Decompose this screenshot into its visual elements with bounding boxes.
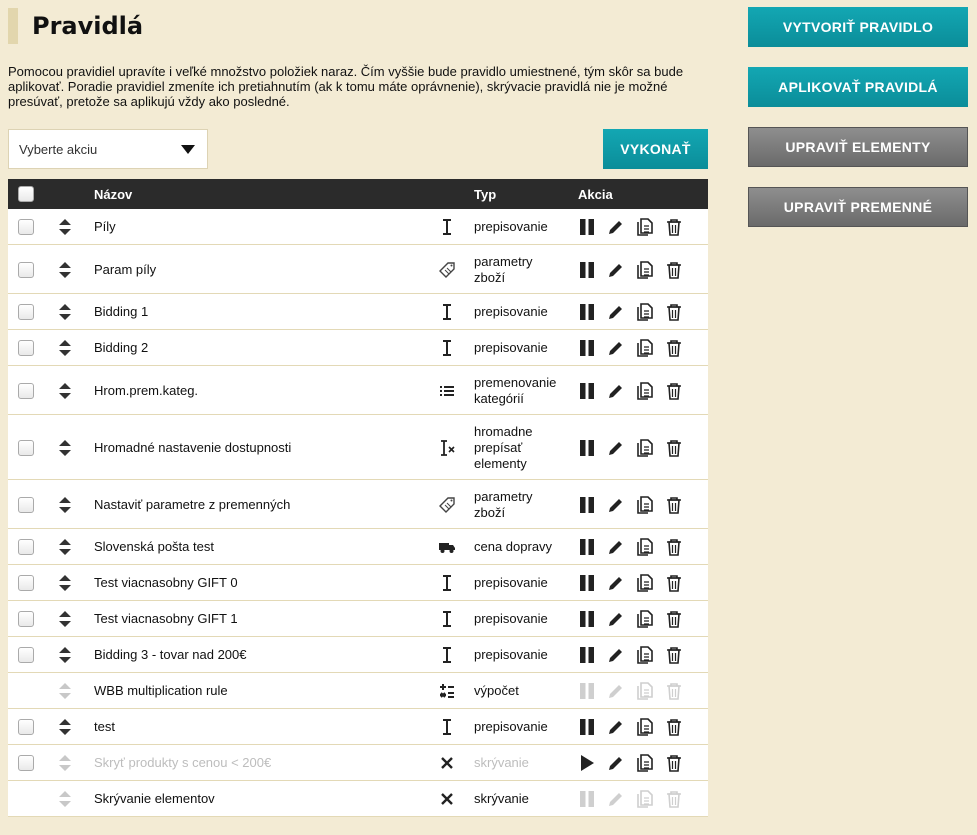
- rule-name[interactable]: Skrývanie elementov: [94, 791, 215, 806]
- edit-elements-button[interactable]: UPRAVIŤ ELEMENTY: [748, 127, 968, 167]
- toggle: [578, 537, 596, 557]
- table-row[interactable]: [8, 745, 708, 781]
- copy: [636, 573, 654, 593]
- drag-sort-icon: [58, 791, 72, 807]
- duplicate-icon[interactable]: [636, 338, 654, 358]
- row-checkbox[interactable]: [18, 575, 34, 591]
- text-cursor-icon: [438, 718, 456, 736]
- rule-type: [474, 575, 574, 591]
- edit: [607, 537, 625, 557]
- table-row[interactable]: [8, 673, 708, 709]
- toggle: [578, 260, 596, 280]
- rule-type: [474, 424, 574, 472]
- toggle: [578, 645, 596, 665]
- rule-name[interactable]: Param píly: [94, 261, 157, 277]
- text-cursor-icon: [438, 303, 456, 321]
- edit-pencil-icon[interactable]: [607, 573, 625, 593]
- row-checkbox[interactable]: [18, 340, 34, 356]
- drag-sort-icon[interactable]: [58, 539, 72, 555]
- duplicate-icon[interactable]: [636, 573, 654, 593]
- delete: [665, 609, 683, 629]
- copy: [636, 609, 654, 629]
- rule-type-line: parametry: [474, 488, 533, 504]
- toggle: [578, 217, 596, 237]
- rule-name[interactable]: Test viacnasobny GIFT 1: [94, 611, 238, 626]
- toggle: [578, 573, 596, 593]
- toggle: [578, 753, 596, 773]
- row-checkbox[interactable]: [18, 304, 34, 320]
- rule-type: [474, 683, 574, 699]
- rule-type: [474, 489, 574, 521]
- delete: [665, 645, 683, 665]
- row-actions: [578, 495, 683, 515]
- text-cursor-icon: [438, 610, 456, 628]
- rule-name[interactable]: Slovenská pošta test: [94, 539, 214, 554]
- drag-sort-icon[interactable]: [58, 497, 72, 513]
- text-cursor-icon: [438, 303, 456, 321]
- trash-icon[interactable]: [665, 381, 683, 401]
- row-actions: [578, 381, 683, 401]
- trash-icon: [665, 789, 683, 809]
- dropdown-arrow-icon: [181, 145, 195, 154]
- table-row[interactable]: [8, 565, 708, 601]
- drag-sort-icon[interactable]: [58, 383, 72, 399]
- text-cursor-icon: [438, 610, 456, 628]
- edit: [607, 573, 625, 593]
- duplicate-icon[interactable]: [636, 302, 654, 322]
- delete: [665, 302, 683, 322]
- tag-icon: [438, 261, 456, 279]
- table-row[interactable]: [8, 709, 708, 745]
- row-checkbox[interactable]: [18, 539, 34, 555]
- pause-icon[interactable]: [578, 438, 596, 458]
- rule-type: [474, 304, 574, 320]
- rule-type-line: cena dopravy: [474, 539, 553, 554]
- rule-type-line: prepisovanie: [474, 719, 548, 734]
- table-row[interactable]: [8, 245, 708, 294]
- row-actions: [578, 217, 683, 237]
- row-actions: [578, 753, 683, 773]
- toggle: [578, 681, 596, 701]
- tag-icon: [438, 261, 456, 279]
- copy: [636, 438, 654, 458]
- duplicate-icon: [636, 681, 654, 701]
- row-checkbox[interactable]: [18, 262, 34, 278]
- table-row[interactable]: [8, 601, 708, 637]
- rule-type: [474, 755, 574, 771]
- rule-type: [474, 254, 574, 286]
- table-row[interactable]: [8, 330, 708, 366]
- text-cursor-icon: [438, 218, 456, 236]
- edit: [607, 495, 625, 515]
- pause-icon[interactable]: [578, 217, 596, 237]
- duplicate-icon[interactable]: [636, 381, 654, 401]
- trash-icon[interactable]: [665, 537, 683, 557]
- close-x-icon: [438, 754, 456, 772]
- text-cursor-icon: [438, 339, 456, 357]
- trash-icon[interactable]: [665, 217, 683, 237]
- edit: [607, 338, 625, 358]
- row-checkbox[interactable]: [18, 440, 34, 456]
- rule-type-line: parametry: [474, 253, 533, 269]
- text-cursor-x-icon: [438, 439, 456, 457]
- edit-pencil-icon: [607, 681, 625, 701]
- edit-pencil-icon: [607, 789, 625, 809]
- list-icon: [438, 382, 456, 400]
- pause-icon[interactable]: [578, 537, 596, 557]
- rule-type-line: prepisovanie: [474, 340, 548, 355]
- rule-name[interactable]: Skryť produkty s cenou < 200€: [94, 755, 272, 770]
- row-checkbox[interactable]: [18, 647, 34, 663]
- edit-pencil-icon[interactable]: [607, 302, 625, 322]
- row-actions: [578, 645, 683, 665]
- edit: [607, 381, 625, 401]
- rule-name[interactable]: Test viacnasobny GIFT 0: [94, 575, 238, 590]
- list-icon: [438, 382, 456, 400]
- drag-sort-icon[interactable]: [58, 304, 72, 320]
- rule-name[interactable]: WBB multiplication rule: [94, 683, 228, 698]
- duplicate-icon[interactable]: [636, 717, 654, 737]
- copy: [636, 681, 654, 701]
- trash-icon[interactable]: [665, 260, 683, 280]
- copy: [636, 789, 654, 809]
- edit: [607, 217, 625, 237]
- title-accent-bar: [8, 8, 18, 44]
- apply-rules-button[interactable]: APLIKOVAŤ PRAVIDLÁ: [748, 67, 968, 107]
- delete: [665, 217, 683, 237]
- pause-icon[interactable]: [578, 645, 596, 665]
- rule-name[interactable]: Bidding 1: [94, 304, 149, 319]
- row-actions: [578, 573, 683, 593]
- toggle: [578, 381, 596, 401]
- delete: [665, 753, 683, 773]
- delete: [665, 495, 683, 515]
- rule-name[interactable]: Nastaviť parametre z premenných: [94, 496, 291, 512]
- table-row[interactable]: [8, 637, 708, 673]
- edit-pencil-icon[interactable]: [607, 260, 625, 280]
- duplicate-icon[interactable]: [636, 537, 654, 557]
- row-checkbox[interactable]: [18, 755, 34, 771]
- table-row[interactable]: [8, 480, 708, 529]
- pause-icon[interactable]: [578, 338, 596, 358]
- text-cursor-icon: [438, 574, 456, 592]
- toggle: [578, 495, 596, 515]
- pause-icon[interactable]: [578, 495, 596, 515]
- create-rule-button[interactable]: VYTVORIŤ PRAVIDLO: [748, 7, 968, 47]
- rule-type-line: premenovanie: [474, 374, 557, 390]
- text-cursor-icon: [438, 218, 456, 236]
- rule-type-line: skrývanie: [474, 791, 529, 806]
- rule-type-line: zboží: [474, 269, 506, 285]
- edit-pencil-icon[interactable]: [607, 645, 625, 665]
- pause-icon: [578, 681, 596, 701]
- text-cursor-x-icon: [438, 439, 456, 457]
- edit: [607, 645, 625, 665]
- edit-pencil-icon[interactable]: [607, 438, 625, 458]
- play-icon[interactable]: [578, 753, 596, 773]
- copy: [636, 302, 654, 322]
- rule-type: [474, 791, 574, 807]
- rule-type: [474, 611, 574, 627]
- drag-sort-icon[interactable]: [58, 647, 72, 663]
- toggle: [578, 717, 596, 737]
- edit: [607, 260, 625, 280]
- edit: [607, 438, 625, 458]
- close-x-icon: [438, 790, 456, 808]
- duplicate-icon: [636, 789, 654, 809]
- delete: [665, 573, 683, 593]
- bulk-action-placeholder: Vyberte akciu: [19, 141, 98, 157]
- edit-pencil-icon[interactable]: [607, 495, 625, 515]
- pause-icon[interactable]: [578, 302, 596, 322]
- delete: [665, 381, 683, 401]
- row-checkbox[interactable]: [18, 383, 34, 399]
- copy: [636, 753, 654, 773]
- drag-sort-icon: [58, 683, 72, 699]
- trash-icon[interactable]: [665, 609, 683, 629]
- rule-type-line: prepísať: [474, 439, 523, 455]
- edit-pencil-icon[interactable]: [607, 537, 625, 557]
- pause-icon[interactable]: [578, 381, 596, 401]
- edit: [607, 789, 625, 809]
- copy: [636, 645, 654, 665]
- edit: [607, 717, 625, 737]
- copy: [636, 381, 654, 401]
- delete: [665, 681, 683, 701]
- drag-sort-icon[interactable]: [58, 340, 72, 356]
- edit-pencil-icon[interactable]: [607, 753, 625, 773]
- table-header: [8, 179, 708, 209]
- copy: [636, 495, 654, 515]
- rule-type-line: prepisovanie: [474, 611, 548, 626]
- edit: [607, 681, 625, 701]
- row-checkbox[interactable]: [18, 219, 34, 235]
- row-actions: [578, 438, 683, 458]
- edit-variables-button[interactable]: UPRAVIŤ PREMENNÉ: [748, 187, 968, 227]
- edit: [607, 753, 625, 773]
- toggle: [578, 338, 596, 358]
- copy: [636, 338, 654, 358]
- toggle: [578, 789, 596, 809]
- rule-type-line: prepisovanie: [474, 647, 548, 662]
- calculator-icon: [438, 682, 456, 700]
- table-body: [8, 209, 708, 817]
- trash-icon[interactable]: [665, 573, 683, 593]
- edit-pencil-icon[interactable]: [607, 381, 625, 401]
- header-name: Názov: [94, 187, 133, 202]
- header-type: Typ: [474, 187, 497, 202]
- table-row[interactable]: [8, 294, 708, 330]
- drag-sort-icon[interactable]: [58, 611, 72, 627]
- duplicate-icon[interactable]: [636, 260, 654, 280]
- trash-icon[interactable]: [665, 338, 683, 358]
- row-actions: [578, 338, 683, 358]
- drag-sort-icon[interactable]: [58, 575, 72, 591]
- rule-type-line: elementy: [474, 455, 527, 471]
- rule-type: [474, 219, 574, 235]
- rule-name[interactable]: test: [94, 719, 115, 734]
- rule-type-line: prepisovanie: [474, 219, 548, 234]
- header-action: Akcia: [578, 187, 613, 202]
- table-row[interactable]: [8, 209, 708, 245]
- execute-button[interactable]: VYKONAŤ: [603, 129, 708, 169]
- truck-icon: [438, 538, 456, 556]
- table-row[interactable]: [8, 366, 708, 415]
- rule-type-line: prepisovanie: [474, 575, 548, 590]
- rule-name[interactable]: Hrom.prem.kateg.: [94, 382, 199, 398]
- page-title: Pravidlá: [32, 12, 144, 40]
- trash-icon[interactable]: [665, 302, 683, 322]
- table-row[interactable]: [8, 529, 708, 565]
- copy: [636, 537, 654, 557]
- text-cursor-icon: [438, 574, 456, 592]
- truck-icon: [438, 538, 456, 556]
- row-actions: [578, 537, 683, 557]
- delete: [665, 260, 683, 280]
- tag-icon: [438, 496, 456, 514]
- trash-icon: [665, 681, 683, 701]
- row-actions: [578, 609, 683, 629]
- drag-sort-icon[interactable]: [58, 219, 72, 235]
- text-cursor-icon: [438, 339, 456, 357]
- row-actions: [578, 717, 683, 737]
- edit-pencil-icon[interactable]: [607, 609, 625, 629]
- row-checkbox[interactable]: [18, 719, 34, 735]
- rule-name[interactable]: Píly: [94, 219, 116, 234]
- edit: [607, 609, 625, 629]
- delete: [665, 789, 683, 809]
- row-checkbox[interactable]: [18, 611, 34, 627]
- toggle: [578, 302, 596, 322]
- row-actions: [578, 302, 683, 322]
- copy: [636, 260, 654, 280]
- copy: [636, 717, 654, 737]
- text-cursor-icon: [438, 718, 456, 736]
- rule-type: [474, 647, 574, 663]
- rules-table: [8, 179, 708, 817]
- rule-type-line: hromadne: [474, 423, 533, 439]
- page-header: [8, 8, 143, 44]
- rule-name[interactable]: Hromadné nastavenie dostupnosti: [94, 439, 292, 455]
- pause-icon[interactable]: [578, 717, 596, 737]
- trash-icon[interactable]: [665, 438, 683, 458]
- calculator-icon: [438, 682, 456, 700]
- toggle: [578, 609, 596, 629]
- drag-sort-icon[interactable]: [58, 262, 72, 278]
- toggle: [578, 438, 596, 458]
- pause-icon[interactable]: [578, 609, 596, 629]
- delete: [665, 537, 683, 557]
- table-row[interactable]: [8, 415, 708, 480]
- rule-type: [474, 719, 574, 735]
- drag-sort-icon[interactable]: [58, 440, 72, 456]
- trash-icon[interactable]: [665, 717, 683, 737]
- delete: [665, 717, 683, 737]
- pause-icon[interactable]: [578, 260, 596, 280]
- drag-sort-icon[interactable]: [58, 719, 72, 735]
- copy: [636, 217, 654, 237]
- table-row[interactable]: [8, 781, 708, 817]
- delete: [665, 338, 683, 358]
- row-actions: [578, 260, 683, 280]
- trash-icon[interactable]: [665, 495, 683, 515]
- trash-icon[interactable]: [665, 753, 683, 773]
- intro-text: Pomocou pravidiel upravíte i veľké množstvo položiek naraz. Čím vyššie bude pravidlo umiestnené, tým skôr sa bude aplikovať. Poradie pravidiel zmeníte ich pretiahnutím (ak k tomu máte oprávnenie), skrývacie pravidlá nie je možné presúvať, pretože sa aplikujú vždy ako posledné.: [8, 64, 684, 109]
- pause-icon: [578, 789, 596, 809]
- rule-type-line: kategórií: [474, 390, 524, 406]
- edit-pencil-icon[interactable]: [607, 338, 625, 358]
- rule-name[interactable]: Bidding 3 - tovar nad 200€: [94, 647, 247, 662]
- drag-sort-icon: [58, 755, 72, 771]
- duplicate-icon[interactable]: [636, 217, 654, 237]
- edit: [607, 302, 625, 322]
- duplicate-icon[interactable]: [636, 609, 654, 629]
- rule-type-line: skrývanie: [474, 755, 529, 770]
- close-x-icon: [438, 754, 456, 772]
- tag-icon: [438, 496, 456, 514]
- bulk-action-select[interactable]: [8, 129, 208, 169]
- rule-type: [474, 539, 574, 555]
- select-all-checkbox[interactable]: [18, 186, 34, 202]
- row-actions: [578, 681, 683, 701]
- text-cursor-icon: [438, 646, 456, 664]
- row-checkbox[interactable]: [18, 497, 34, 513]
- duplicate-icon[interactable]: [636, 495, 654, 515]
- row-actions: [578, 789, 683, 809]
- rule-type-line: prepisovanie: [474, 304, 548, 319]
- edit-pencil-icon[interactable]: [607, 217, 625, 237]
- rule-name[interactable]: Bidding 2: [94, 340, 149, 355]
- rule-type-line: zboží: [474, 504, 506, 520]
- close-x-icon: [438, 790, 456, 808]
- rule-type: [474, 340, 574, 356]
- duplicate-icon[interactable]: [636, 753, 654, 773]
- trash-icon[interactable]: [665, 645, 683, 665]
- duplicate-icon[interactable]: [636, 438, 654, 458]
- rule-type-line: výpočet: [474, 683, 519, 698]
- text-cursor-icon: [438, 646, 456, 664]
- duplicate-icon[interactable]: [636, 645, 654, 665]
- edit-pencil-icon[interactable]: [607, 717, 625, 737]
- rule-type: [474, 375, 574, 407]
- pause-icon[interactable]: [578, 573, 596, 593]
- delete: [665, 438, 683, 458]
